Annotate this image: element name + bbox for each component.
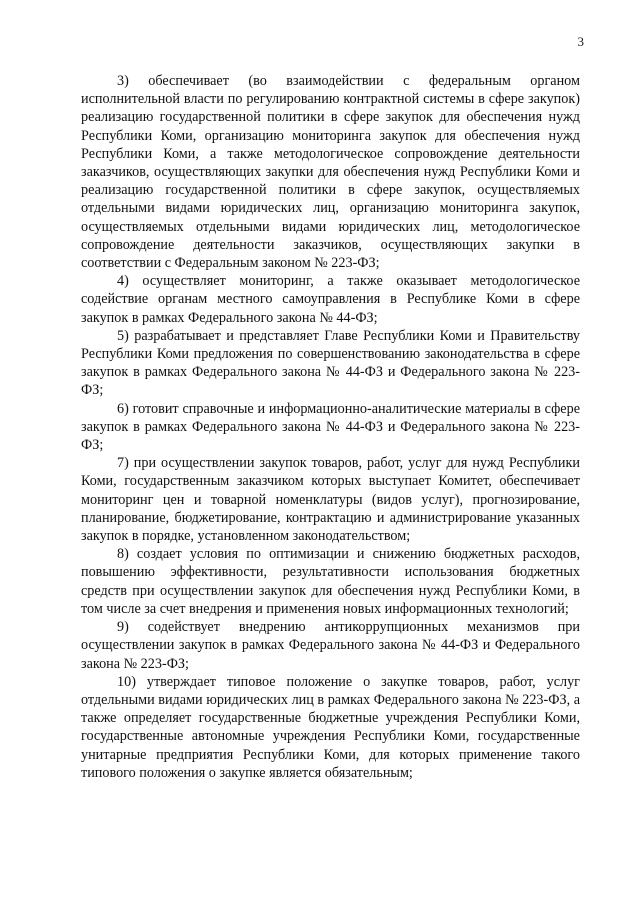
paragraph-item-10: 10) утверждает типовое положение о закупке товаров, работ, услуг отдельными видами юридических лиц в рамках Федерального закона № 223-ФЗ, а также определяет государственные бюджетные учреждения Республики Коми, государственные автономные учреждения Республики Коми, государственные унитарные предприятия Республики Коми, для которых применение такого типового положения о закупке является обязательным; bbox=[81, 673, 580, 781]
page-number: 3 bbox=[577, 34, 584, 49]
paragraph-item-3: 3) обеспечивает (во взаимодействии с федеральным органом исполнительной власти по регулированию контрактной системы в сфере закупок) реализацию государственной политики в сфере закупок для обеспечения нужд Республики Коми, организацию мониторинга закупок для обеспечения нужд Республики Коми, а также методологическое сопровождение деятельности заказчиков, осуществляющих закупки для обеспечения нужд Республики Коми и реализацию государственной политики в сфере закупок, осуществляемых отдельными видами юридических лиц, организацию мониторинга закупок, осуществляемых отдельными видами юридических лиц, методологическое сопровождение деятельности заказчиков, осуществляющих закупки в соответствии с Федеральным законом № 223-ФЗ; bbox=[81, 73, 580, 272]
paragraph-item-8: 8) создает условия по оптимизации и снижению бюджетных расходов, повышению эффективности, результативности использования бюджетных средств при осуществлении закупок для обеспечения нужд Республики Коми, в том числе за счет внедрения и применения новых информационных технологий; bbox=[81, 546, 580, 617]
paragraph-item-5: 5) разрабатывает и представляет Главе Республики Коми и Правительству Республики Коми предложения по совершенствованию законодательства в сфере закупок в рамках Федерального закона № 44-ФЗ и Федерального закона № 223-ФЗ; bbox=[81, 327, 580, 399]
paragraph-item-4: 4) осуществляет мониторинг, а также оказывает методологическое содействие органам местного самоуправления в Республике Коми в сфере закупок в рамках Федерального закона № 44-ФЗ; bbox=[81, 273, 580, 326]
document-body bbox=[81, 72, 580, 782]
paragraph-item-9: 9) содействует внедрению антикоррупционных механизмов при осуществлении закупок в рамках Федерального закона № 44-ФЗ и Федерального закона № 223-ФЗ; bbox=[81, 619, 580, 672]
paragraph-item-7: 7) при осуществлении закупок товаров, работ, услуг для нужд Республики Коми, государственным заказчиком которых выступает Комитет, обеспечивает мониторинг цен и товарной номенклатуры (видов услуг), прогнозирование, планирование, бюджетирование, контрактацию и администрирование указанных закупок в порядке, установленном законодательством; bbox=[81, 455, 580, 545]
paragraph-item-6: 6) готовит справочные и информационно-аналитические материалы в сфере закупок в рамках Федерального закона № 44-ФЗ и Федерального закона № 223-ФЗ; bbox=[81, 400, 580, 454]
